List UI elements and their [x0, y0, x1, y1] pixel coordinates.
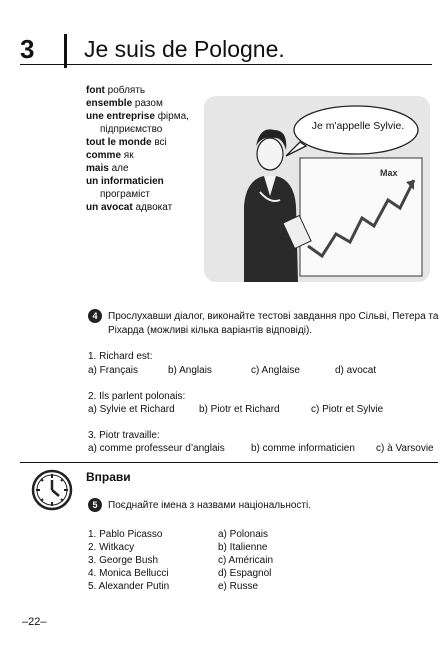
answer-option: a) comme professeur d’anglais [88, 443, 225, 454]
page-number: –22– [22, 616, 47, 628]
chapter-divider [64, 34, 67, 68]
vocab-item: програміст [100, 189, 150, 200]
chapter-title: Je suis de Pologne. [84, 36, 285, 62]
answer-option: c) à Varsovie [376, 443, 434, 454]
nationality-item: c) Américain [218, 555, 274, 566]
answer-option: a) Sylvie et Richard [88, 404, 175, 415]
name-item: 3. George Bush [88, 555, 159, 566]
answer-option: b) comme informaticien [251, 443, 355, 454]
vocab-item: tout le monde всі [86, 137, 167, 148]
header-rule [20, 64, 432, 65]
name-item: 4. Monica Bellucci [88, 568, 169, 579]
answer-option: c) Piotr et Sylvie [311, 404, 384, 415]
answer-option: d) avocat [335, 365, 377, 376]
vocab-item: mais але [86, 163, 129, 174]
vocab-item: підприємство [100, 124, 163, 135]
name-item: 5. Alexander Putin [88, 581, 170, 592]
answer-option: b) Piotr et Richard [199, 404, 280, 415]
chart-label: Max [380, 168, 398, 178]
nationality-item: b) Italienne [218, 542, 268, 553]
name-item: 2. Witkacy [88, 542, 135, 553]
vocab-item: ensemble разом [86, 98, 163, 109]
exercise-instruction: Ріхарда (можливі кілька варіантів відповіді). [108, 325, 313, 336]
question: 3. Piotr travaille: [88, 430, 160, 441]
vocab-item: font роблять [86, 85, 146, 96]
name-item: 1. Pablo Picasso [88, 529, 163, 540]
exercise-instruction: Поєднайте імена з назвами національності. [108, 500, 311, 511]
exercise-instruction: Прослухавши діалог, виконайте тестові завдання про Сільві, Петера та [108, 311, 439, 322]
section-title: Вправи [86, 470, 131, 484]
answer-option: c) Anglaise [251, 365, 300, 376]
vocab-item: une entreprise фірма, [86, 111, 189, 122]
answer-option: a) Français [88, 365, 139, 376]
nationality-item: a) Polonais [218, 529, 269, 540]
exercise-number-badge: 5 [88, 498, 102, 512]
vocab-item: un avocat адвокат [86, 202, 173, 213]
speech-bubble-text: Je m'appelle Sylvie. [311, 120, 405, 132]
clock-icon [30, 468, 74, 512]
question: 2. Ils parlent polonais: [88, 391, 186, 402]
section-rule [20, 462, 438, 463]
question: 1. Richard est: [88, 351, 153, 362]
chapter-number: 3 [20, 34, 35, 64]
exercise-number-badge: 4 [88, 309, 102, 323]
nationality-item: e) Russe [218, 581, 259, 592]
vocab-item: un informaticien [86, 176, 164, 187]
vocab-item: comme як [86, 150, 134, 161]
nationality-item: d) Espagnol [218, 568, 272, 579]
answer-option: b) Anglais [168, 365, 212, 376]
